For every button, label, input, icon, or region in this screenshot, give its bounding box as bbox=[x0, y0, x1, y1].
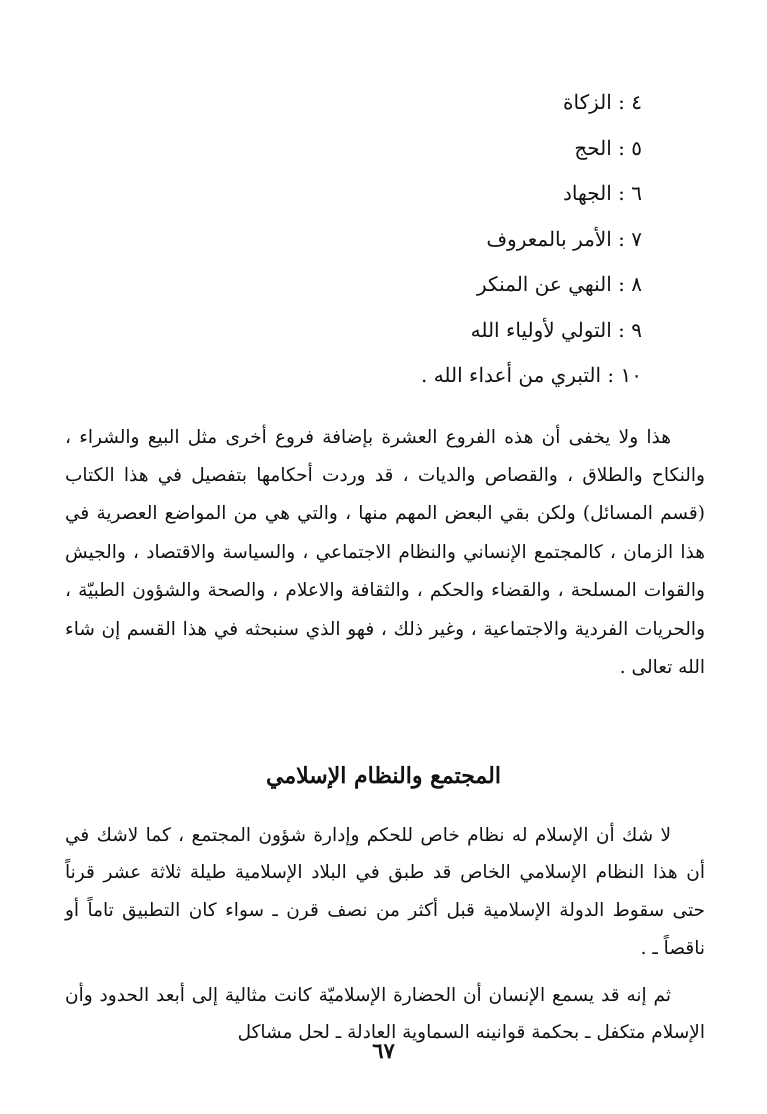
body-paragraph: لا شك أن الإسلام له نظام خاص للحكم وإدارة شؤون المجتمع ، كما لاشك في أن هذا النظام الإسلامي الخاص قد طبق في البلاد الإسلامية طيلة ثلاثة عشر قرناً حتى سقوط الدولة الإسلامية قبل أكثر من نصف قرن ـ سواء كان التطبيق تاماً أو ناقصاً ـ . bbox=[65, 824, 705, 959]
branches-list bbox=[282, 86, 642, 405]
page-number: ٦٧ bbox=[372, 1038, 395, 1063]
section-heading: المجتمع والنظام الإسلامي bbox=[266, 763, 501, 790]
body-paragraph: ثم إنه قد يسمع الإنسان أن الحضارة الإسلاميّة كانت مثالية إلى أبعد الحدود وأن الإسلام متكفل ـ بحكمة قوانينه السماوية العادلة ـ لحل مشاكل bbox=[65, 984, 705, 1044]
list-item: ١٠ : التبري من أعداء الله . bbox=[420, 363, 642, 387]
list-item: ٧ : الأمر بالمعروف bbox=[486, 226, 642, 251]
body-paragraph: هذا ولا يخفى أن هذه الفروع العشرة بإضافة فروع أخرى مثل البيع والشراء ، والنكاح والطلاق ، والقصاص والديات ، قد وردت أحكامها بتفصيل في هذا الكتاب (قسم المسائل) ولكن بقي البعض المهم منها ، والتي هي من المواضع العصرية في هذا الزمان ، كالمجتمع الإنساني والنظام الاجتماعي ، والسياسة والاقتصاد ، والجيش والقوات المسلحة ، والقضاء والحكم ، والثقافة والاعلام ، والصحة والشؤون الطبيّة ، والحريات الفردية والاجتماعية ، وغير ذلك ، فهو الذي سنبحثه في هذا القسم إن شاء الله تعالى . bbox=[65, 426, 705, 678]
list-item: ٥ : الحج bbox=[574, 135, 642, 160]
list-item: ٤ : الزكاة bbox=[563, 90, 642, 114]
list-item: ٦ : الجهاد bbox=[563, 181, 642, 205]
list-item: ٨ : النهي عن المنكر bbox=[477, 272, 642, 296]
list-item: ٩ : التولي لأولياء الله bbox=[470, 317, 642, 342]
